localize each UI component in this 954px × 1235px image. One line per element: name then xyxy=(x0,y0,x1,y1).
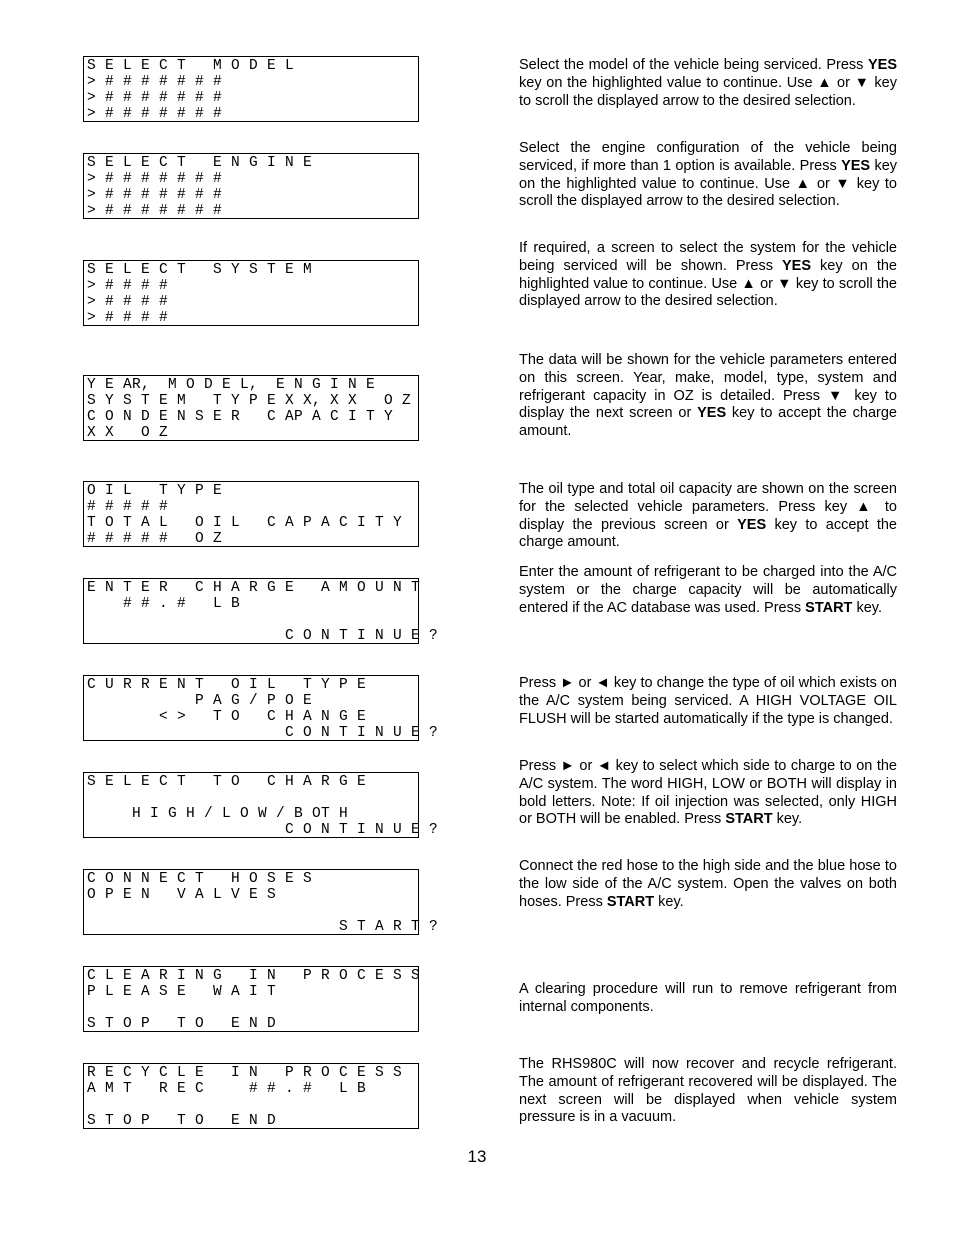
lcd-line: C L E A R I N G I N P R O C E S S xyxy=(87,968,421,984)
description-clearing: A clearing procedure will run to remove refrigerant from internal components. xyxy=(519,981,897,1015)
lcd-line: X X O Z xyxy=(87,425,169,441)
lcd-current-oil-type xyxy=(83,675,439,741)
lcd-line: S E L E C T M O D E L xyxy=(87,58,295,74)
lcd-line: T O T A L O I L C A P A C I T Y xyxy=(87,515,403,531)
lcd-line: > # # # # # # # xyxy=(87,106,223,122)
lcd-line: S T O P T O E N D xyxy=(87,1016,277,1032)
lcd-line: P L E A S E W A I T xyxy=(87,984,277,1000)
lcd-select-engine xyxy=(83,153,419,219)
lcd-clearing xyxy=(83,966,419,1032)
description-select-system: If required, a screen to select the system for the vehicle being serviced will be shown. Press YES key on the highlighted value to continue. Use ▲ or ▼ key to scroll the displayed arrow to the desired selection. xyxy=(519,240,897,310)
lcd-line: # # # # # xyxy=(87,499,169,515)
description-select-model: Select the model of the vehicle being serviced. Press YES key on the highlighted value to continue. Use ▲ or ▼ key to scroll the displayed arrow to the desired selection. xyxy=(519,57,897,109)
lcd-line: S T A R T ? xyxy=(87,919,439,935)
description-current-oil-type: Press ► or ◄ key to change the type of oil which exists on the A/C system being serviced. A HIGH VOLTAGE OIL FLUSH will be started automatically if the type is changed. xyxy=(519,675,897,727)
description-recycle: The RHS980C will now recover and recycle refrigerant. The amount of refrigerant recovered will be displayed. The next screen will be displayed when vehicle system pressure is in a vacuum. xyxy=(519,1056,897,1126)
lcd-oil-type xyxy=(83,481,419,547)
lcd-line: Y E AR, M O D E L, E N G I N E xyxy=(87,377,376,393)
lcd-line: C O N T I N U E ? xyxy=(87,628,439,644)
lcd-select-charge-side xyxy=(83,772,439,838)
lcd-line: < > T O C H A N G E xyxy=(87,709,367,725)
lcd-line: H I G H / L O W / B OT H xyxy=(87,806,349,822)
lcd-line: C O N D E N S E R C AP A C I T Y xyxy=(87,409,394,425)
lcd-line: O I L T Y P E xyxy=(87,483,223,499)
lcd-connect-hoses xyxy=(83,869,439,935)
lcd-line: > # # # # # # # xyxy=(87,203,223,219)
lcd-line: > # # # # # # # xyxy=(87,187,223,203)
lcd-line: C O N T I N U E ? xyxy=(87,725,439,741)
lcd-line: > # # # # xyxy=(87,278,169,294)
lcd-line: E N T E R C H A R G E A M O U N T xyxy=(87,580,421,596)
lcd-line: S E L E C T E N G I N E xyxy=(87,155,313,171)
lcd-line: S E L E C T T O C H A R G E xyxy=(87,774,367,790)
description-enter-charge: Enter the amount of refrigerant to be charged into the A/C system or the charge capacity will be automatically entered if the AC database was used. Press START key. xyxy=(519,564,897,616)
page-number: 13 xyxy=(467,1147,487,1166)
lcd-line: C O N T I N U E ? xyxy=(87,822,439,838)
lcd-line: # # # # # O Z xyxy=(87,531,223,547)
lcd-line: C U R R E N T O I L T Y P E xyxy=(87,677,367,693)
description-connect-hoses: Connect the red hose to the high side and the blue hose to the low side of the A/C system. Open the valves on both hoses. Press START key. xyxy=(519,858,897,910)
lcd-line: C O N N E C T H O S E S xyxy=(87,871,313,887)
lcd-vehicle-data xyxy=(83,375,419,441)
lcd-recycle xyxy=(83,1063,419,1129)
lcd-line: P A G / P O E xyxy=(87,693,313,709)
description-vehicle-data: The data will be shown for the vehicle parameters entered on this screen. Year, make, model, type, system and refrigerant capacity in OZ is detailed. Press ▼ key to display the next screen or YES key to accept the charge amount. xyxy=(519,352,897,440)
lcd-line: > # # # # xyxy=(87,294,169,310)
lcd-line: > # # # # # # # xyxy=(87,74,223,90)
lcd-line: S T O P T O E N D xyxy=(87,1113,277,1129)
lcd-enter-charge xyxy=(83,578,439,644)
lcd-line: > # # # # # # # xyxy=(87,171,223,187)
lcd-select-model xyxy=(83,56,419,122)
lcd-select-system xyxy=(83,260,419,326)
lcd-line: A M T R E C # # . # L B xyxy=(87,1081,367,1097)
description-select-engine: Select the engine configuration of the vehicle being serviced, if more than 1 option is available. Press YES key on the highlighted value to continue. Use ▲ or ▼ key to scroll the displayed arrow to the desired selection. xyxy=(519,140,898,210)
description-select-charge-side: Press ► or ◄ key to select which side to charge to on the A/C system. The word HIGH, LOW or BOTH will display in bold letters. Note: If oil injection was selected, only HIGH or BOTH will be enabled. Press START key. xyxy=(519,758,897,828)
description-oil-type: The oil type and total oil capacity are shown on the screen for the selected vehicle parameters. Press key ▲ to display the previous screen or YES key to accept the charge amount. xyxy=(519,481,897,551)
lcd-line: S E L E C T S Y S T E M xyxy=(87,262,313,278)
lcd-line: > # # # # # # # xyxy=(87,90,223,106)
lcd-line: S Y S T E M T Y P E X X, X X O Z xyxy=(87,393,412,409)
lcd-line: O P E N V A L V E S xyxy=(87,887,277,903)
lcd-line: > # # # # xyxy=(87,310,169,326)
lcd-line: R E C Y C L E I N P R O C E S S xyxy=(87,1065,403,1081)
lcd-line: # # . # L B xyxy=(87,596,241,612)
